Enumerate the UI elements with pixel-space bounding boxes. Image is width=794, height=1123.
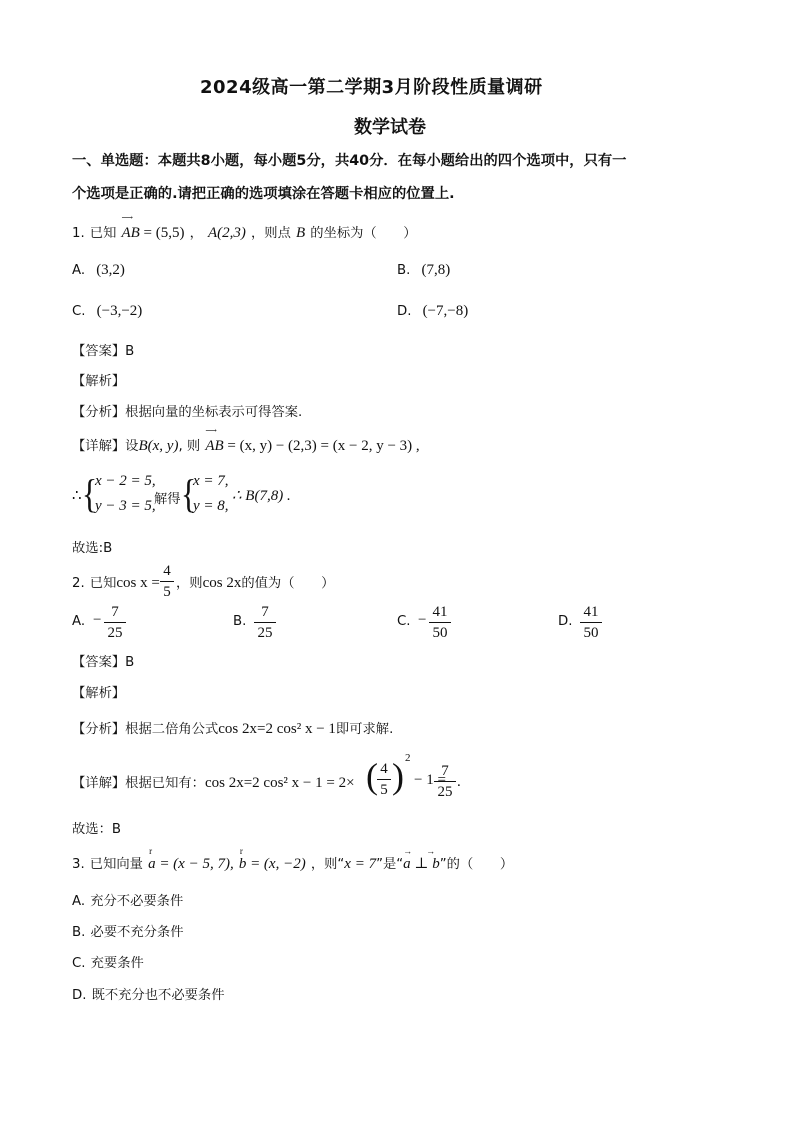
system-1-line-2: y − 3 = 5, [95, 498, 156, 514]
solve-label: 解得 [154, 492, 181, 507]
section-heading-line-2: 个选项是正确的.请把正确的选项填涂在答题卡相应的位置上. [72, 186, 455, 202]
page-subtitle: 数学试卷 [354, 117, 426, 138]
left-brace-icon: { [81, 471, 98, 516]
question-2-stem: 2. 已知cos x = [72, 575, 160, 591]
question-1-conclusion: ∴ B(7,8) . [232, 488, 291, 504]
question-2-final: 故选：B [72, 822, 122, 837]
vector-ab: ⟶ AB [121, 213, 140, 241]
question-1-final: 故选:B [72, 541, 113, 556]
right-paren: ) [392, 756, 404, 796]
section-heading-line-1: 一、单选题：本题共8小题，每小题5分，共40分．在每小题给出的四个选项中，只有一 [72, 153, 627, 169]
question-2-option-a-label: A. [72, 614, 86, 629]
question-2-option-c-fraction: 41 50 [429, 603, 451, 642]
period: . [457, 774, 461, 790]
vector-arrow-icon: r [239, 846, 243, 856]
question-2-option-a-sign: − [93, 612, 102, 628]
left-brace-icon: { [180, 471, 197, 516]
question-2-detail: 【详解】根据已知有：cos 2x=2 cos² x − 1 = 2× [72, 775, 355, 791]
question-2-stem-end: ，则cos 2x的值为（ ） [176, 575, 335, 591]
question-2-option-b-label: B. [233, 614, 247, 629]
vector-a-def: r a = (x − 5, 7), [148, 846, 234, 872]
system-2-line-2: y = 8, [193, 498, 229, 514]
system-2-line-1: x = 7, [193, 473, 229, 489]
question-1-option-b: B. (7,8) [397, 262, 451, 278]
vector-arrow-icon: ⟶ [205, 426, 217, 435]
question-1-analysis-summary: 【分析】根据向量的坐标表示可得答案. [72, 405, 303, 420]
page-title: 2024级高一第二学期3月阶段性质量调研 [200, 77, 543, 98]
exponent-2: 2 [405, 752, 411, 764]
vector-ab: ⟶ AB [205, 426, 224, 454]
question-2-option-c-label: C. [397, 614, 411, 629]
vector-b-def: r b = (x, −2) [238, 846, 306, 872]
question-3-option-a: A. 充分不必要条件 [72, 894, 184, 909]
vector-arrow-icon: r [149, 846, 153, 856]
fraction-4-5: 4 5 [160, 562, 174, 601]
question-3-option-b: B. 必要不充分条件 [72, 925, 184, 940]
question-2-option-a-fraction: 7 25 [104, 603, 126, 642]
question-3-option-c: C. 充要条件 [72, 956, 144, 971]
question-1-option-c: C. (−3,−2) [72, 303, 143, 319]
question-1-stem: 1. 已知 ⟶ AB = (5,5) ， A(2,3) ，则点 B 的坐标为（ ） [72, 213, 417, 241]
question-2-analysis-summary: 【分析】根据二倍角公式cos 2x=2 cos² x − 1即可求解. [72, 721, 394, 737]
question-1-answer: 【答案】B [72, 344, 135, 359]
question-1-option-a: A. (3,2) [72, 262, 125, 278]
question-2-option-b-fraction: 7 25 [254, 603, 276, 642]
left-paren: ( [366, 756, 378, 796]
perpendicular-condition: →→ a ⊥ b [403, 846, 450, 872]
question-2-option-c-sign: − [418, 612, 427, 628]
vector-arrow-icon: →→ [403, 846, 450, 856]
fraction-4-5: 4 5 [377, 760, 391, 799]
question-2-option-d-fraction: 41 50 [580, 603, 602, 642]
question-1-option-d: D. (−7,−8) [397, 303, 469, 319]
therefore-symbol: ∴ [72, 488, 82, 504]
question-2-detail-minus: − 1 = [414, 772, 446, 788]
question-3-stem: 3. 已知向量 r a = (x − 5, 7), r b = (x, −2) ，则“x = 7”是“ →→ a ⊥ b”的（ ） [72, 846, 514, 872]
system-1-line-1: x − 2 = 5, [95, 473, 156, 489]
vector-arrow-icon: ⟶ [121, 213, 133, 222]
question-2-answer: 【答案】B [72, 655, 135, 670]
question-2-analysis-label: 【解析】 [72, 686, 126, 701]
question-1-detail: 【详解】设B(x, y), 则 ⟶ AB = (x, y) − (2,3) = (x − 2, y − 3) , [72, 426, 420, 454]
question-3-option-d: D. 既不充分也不必要条件 [72, 988, 225, 1003]
question-number: 1. [72, 226, 85, 241]
question-2-option-d-label: D. [558, 614, 573, 629]
fraction-7-25: 7 25 [434, 762, 456, 801]
question-1-analysis-label: 【解析】 [72, 374, 126, 389]
